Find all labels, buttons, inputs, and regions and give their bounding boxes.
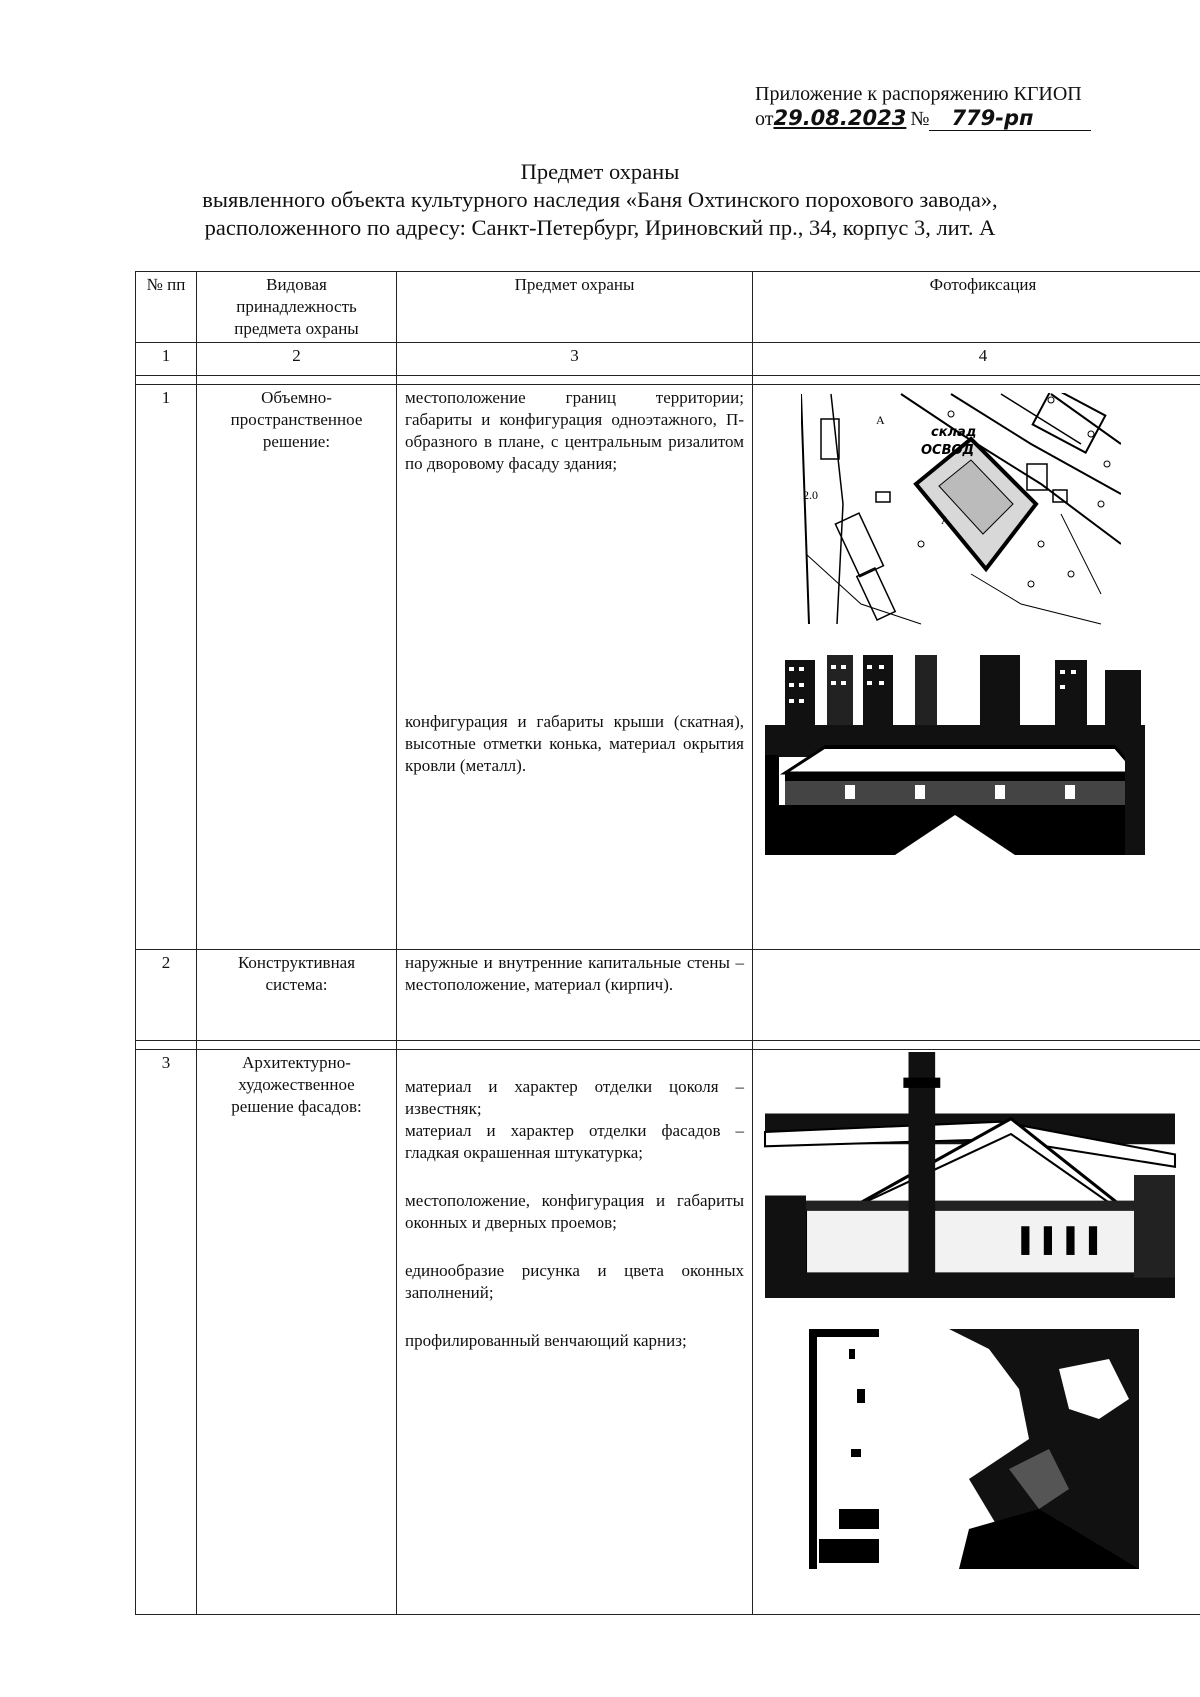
row-subject bbox=[397, 950, 753, 1041]
col-number-1: 1 bbox=[136, 343, 197, 376]
col-number-3: 3 bbox=[397, 343, 753, 376]
table-row bbox=[136, 1050, 1200, 1615]
document-title bbox=[0, 158, 1200, 242]
subject-item: местоположение границ территории; габариты и конфигурация одноэтажного, П-образного в плане, с центральным ризалитом по дворовому фасаду здания; bbox=[405, 388, 744, 473]
row-type: Архитектурно-художественное решение фасадов: bbox=[197, 1050, 397, 1615]
order-number: 779-рп bbox=[929, 106, 1091, 131]
col-number-2: 2 bbox=[197, 343, 397, 376]
appendix-header bbox=[755, 82, 1135, 131]
map-label: 2.0 bbox=[803, 488, 818, 502]
appendix-date-line bbox=[755, 106, 1135, 131]
table-row bbox=[136, 385, 1200, 950]
title-line-1: Предмет охраны bbox=[520, 159, 680, 184]
table-row bbox=[136, 950, 1200, 1041]
map-label: ОСВОД bbox=[921, 443, 975, 458]
map-label: А bbox=[876, 413, 885, 427]
col-header-num: № пп bbox=[136, 272, 197, 343]
number-sign: № bbox=[910, 108, 930, 130]
col-number-4: 4 bbox=[753, 343, 1200, 376]
detail-photo bbox=[809, 1328, 1139, 1570]
row-photos bbox=[753, 950, 1200, 1041]
subject-item: материал и характер отделки цоколя – известняк; bbox=[405, 1077, 744, 1118]
facade-photo bbox=[763, 1052, 1177, 1298]
subject-item: местоположение, конфигурация и габариты оконных и дверных проемов; bbox=[405, 1191, 744, 1232]
title-line-2: выявленного объекта культурного наследия «Баня Охтинского порохового завода», bbox=[202, 187, 998, 212]
row-number: 3 bbox=[136, 1050, 197, 1615]
subject-item: наружные и внутренние капитальные стены – местоположение, материал (кирпич). bbox=[405, 953, 744, 994]
row-number: 2 bbox=[136, 950, 197, 1041]
subject-item: материал и характер отделки фасадов – гладкая окрашенная штукатурка; bbox=[405, 1121, 744, 1162]
site-plan-image bbox=[801, 393, 1121, 625]
subject-item: единообразие рисунка и цвета оконных заполнений; bbox=[405, 1261, 744, 1302]
subject-item: профилированный венчающий карниз; bbox=[405, 1331, 687, 1350]
col-header-photo: Фотофиксация bbox=[753, 272, 1200, 343]
spacer-row bbox=[136, 1041, 1200, 1050]
row-subject bbox=[397, 1050, 753, 1615]
row-number: 1 bbox=[136, 385, 197, 950]
title-line-3: расположенного по адресу: Санкт-Петербург, Ириновский пр., 34, корпус 3, лит. А bbox=[204, 215, 996, 240]
spacer-row bbox=[136, 376, 1200, 385]
from-prefix: от bbox=[755, 108, 774, 130]
header-row bbox=[136, 272, 1200, 343]
col-header-subject: Предмет охраны bbox=[397, 272, 753, 343]
row-photos bbox=[753, 1050, 1200, 1615]
appendix-line: Приложение к распоряжению КГИОП bbox=[755, 83, 1082, 105]
map-label: склад bbox=[931, 425, 977, 440]
subject-item: конфигурация и габариты крыши (скатная), высотные отметки конька, материал окрытия кровли (металл). bbox=[405, 712, 744, 775]
building-photo-1 bbox=[763, 655, 1147, 855]
column-number-row bbox=[136, 343, 1200, 376]
order-date: 29.08.2023 bbox=[773, 106, 907, 130]
row-photos bbox=[753, 385, 1200, 950]
row-type: Конструктивная система: bbox=[197, 950, 397, 1041]
col-header-type: Видовая принадлежность предмета охраны bbox=[197, 272, 397, 343]
row-type: Объемно-пространственное решение: bbox=[197, 385, 397, 950]
row-subject bbox=[397, 385, 753, 950]
protection-table bbox=[135, 271, 1200, 1615]
map-label: А bbox=[941, 513, 950, 527]
